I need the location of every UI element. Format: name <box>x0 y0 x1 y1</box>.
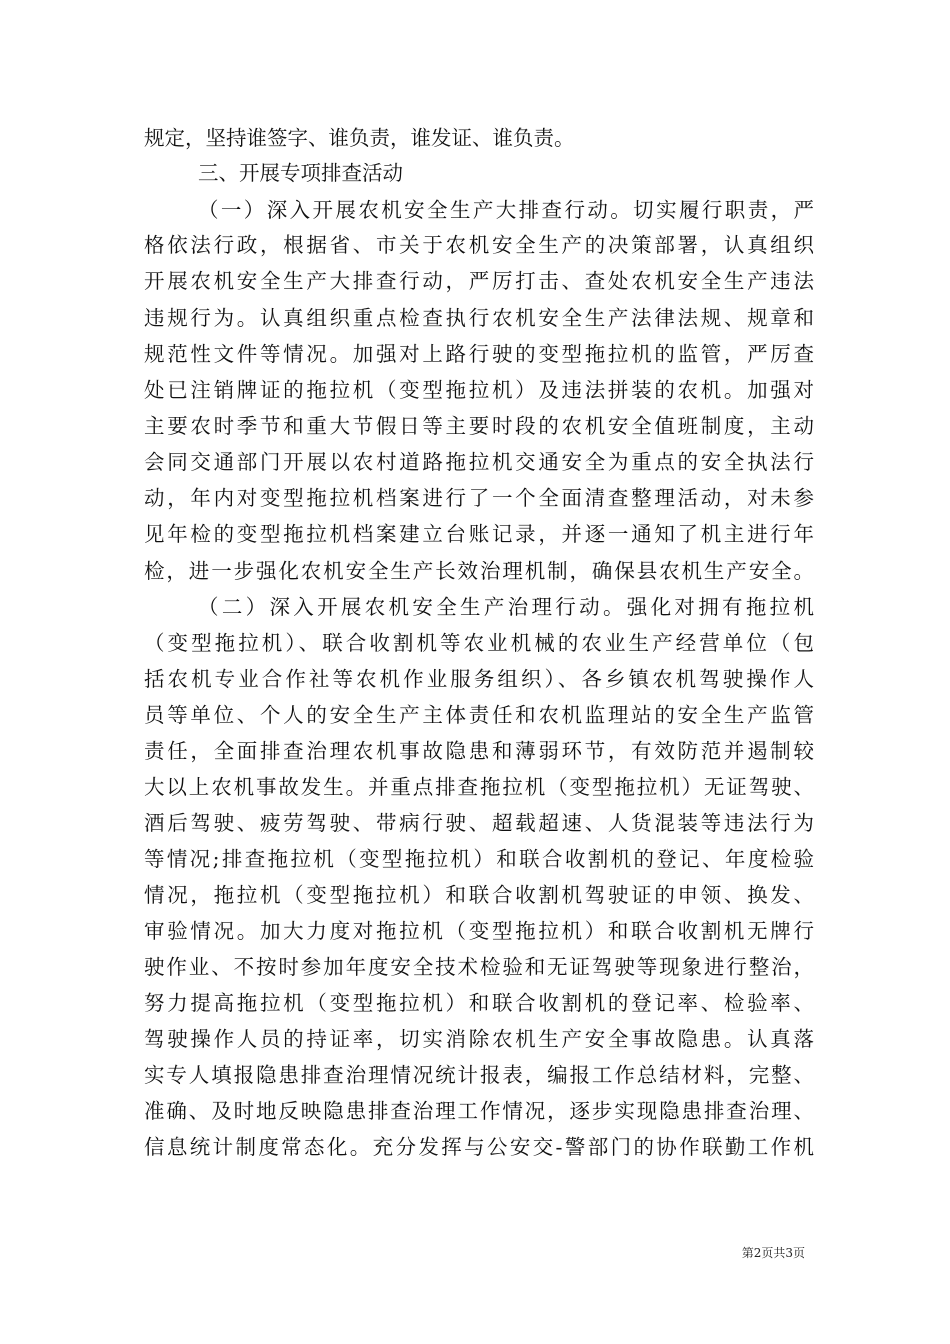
text-line-29: 信息统计制度常态化。充分发挥与公安交-警部门的协作联勤工作机 <box>144 1135 814 1159</box>
text-line-10: 会同交通部门开展以农村道路拖拉机交通安全为重点的安全执法行 <box>144 450 814 474</box>
text-line-19: 大以上农机事故发生。并重点排查拖拉机（变型拖拉机）无证驾驶、 <box>144 775 814 799</box>
text-line-13: 检，进一步强化农机安全生产长效治理机制，确保县农机生产安全。 <box>144 559 814 583</box>
text-line-28: 准确、及时地反映隐患排查治理工作情况，逐步实现隐患排查治理、 <box>144 1099 814 1123</box>
section-heading: 三、开展专项排查活动 <box>198 161 403 185</box>
text-line-12: 见年检的变型拖拉机档案建立台账记录，并逐一通知了机主进行年 <box>144 522 814 546</box>
text-line-20: 酒后驾驶、疲劳驾驶、带病行驶、超载超速、人货混装等违法行为 <box>144 811 814 835</box>
text-line-5: 开展农机安全生产大排查行动，严厉打击、查处农机安全生产违法 <box>144 269 814 293</box>
text-line-25: 努力提高拖拉机（变型拖拉机）和联合收割机的登记率、检验率、 <box>144 991 814 1015</box>
page-number-footer: 第2页共3页 <box>741 1246 805 1260</box>
text-line-4: 格依法行政，根据省、市关于农机安全生产的决策部署，认真组织 <box>144 233 814 257</box>
text-line-9: 主要农时季节和重大节假日等主要时段的农机安全值班制度，主动 <box>144 414 814 438</box>
text-line-3: （一）深入开展农机安全生产大排查行动。切实履行职责，严 <box>198 198 814 222</box>
text-line-21: 等情况;排查拖拉机（变型拖拉机）和联合收割机的登记、年度检验 <box>144 847 814 871</box>
text-line-17: 员等单位、个人的安全生产主体责任和农机监理站的安全生产监管 <box>144 703 814 727</box>
text-line-18: 责任，全面排查治理农机事故隐患和薄弱环节，有效防范并遏制较 <box>144 739 814 763</box>
text-line-27: 实专人填报隐患排查治理情况统计报表，编报工作总结材料，完整、 <box>144 1063 814 1087</box>
text-line-11: 动，年内对变型拖拉机档案进行了一个全面清查整理活动，对未参 <box>144 486 814 510</box>
text-line-15: （变型拖拉机）、联合收割机等农业机械的农业生产经营单位（包 <box>144 631 814 655</box>
text-line-23: 审验情况。加大力度对拖拉机（变型拖拉机）和联合收割机无牌行 <box>144 919 814 943</box>
text-line-16: 括农机专业合作社等农机作业服务组织）、各乡镇农机驾驶操作人 <box>144 667 814 691</box>
text-line-7: 规范性文件等情况。加强对上路行驶的变型拖拉机的监管，严厉查 <box>144 342 814 366</box>
text-line-24: 驶作业、不按时参加年度安全技术检验和无证驾驶等现象进行整治， <box>144 955 814 979</box>
text-line-6: 违规行为。认真组织重点检查执行农机安全生产法律法规、规章和 <box>144 306 814 330</box>
text-line-14: （二）深入开展农机安全生产治理行动。强化对拥有拖拉机 <box>198 595 814 619</box>
text-line-1: 规定，坚持谁签字、谁负责，谁发证、谁负责。 <box>144 126 575 150</box>
text-line-8: 处已注销牌证的拖拉机（变型拖拉机）及违法拼装的农机。加强对 <box>144 378 814 402</box>
text-line-26: 驾驶操作人员的持证率，切实消除农机生产安全事故隐患。认真落 <box>144 1027 814 1051</box>
text-line-22: 情况，拖拉机（变型拖拉机）和联合收割机驾驶证的申领、换发、 <box>144 883 814 907</box>
